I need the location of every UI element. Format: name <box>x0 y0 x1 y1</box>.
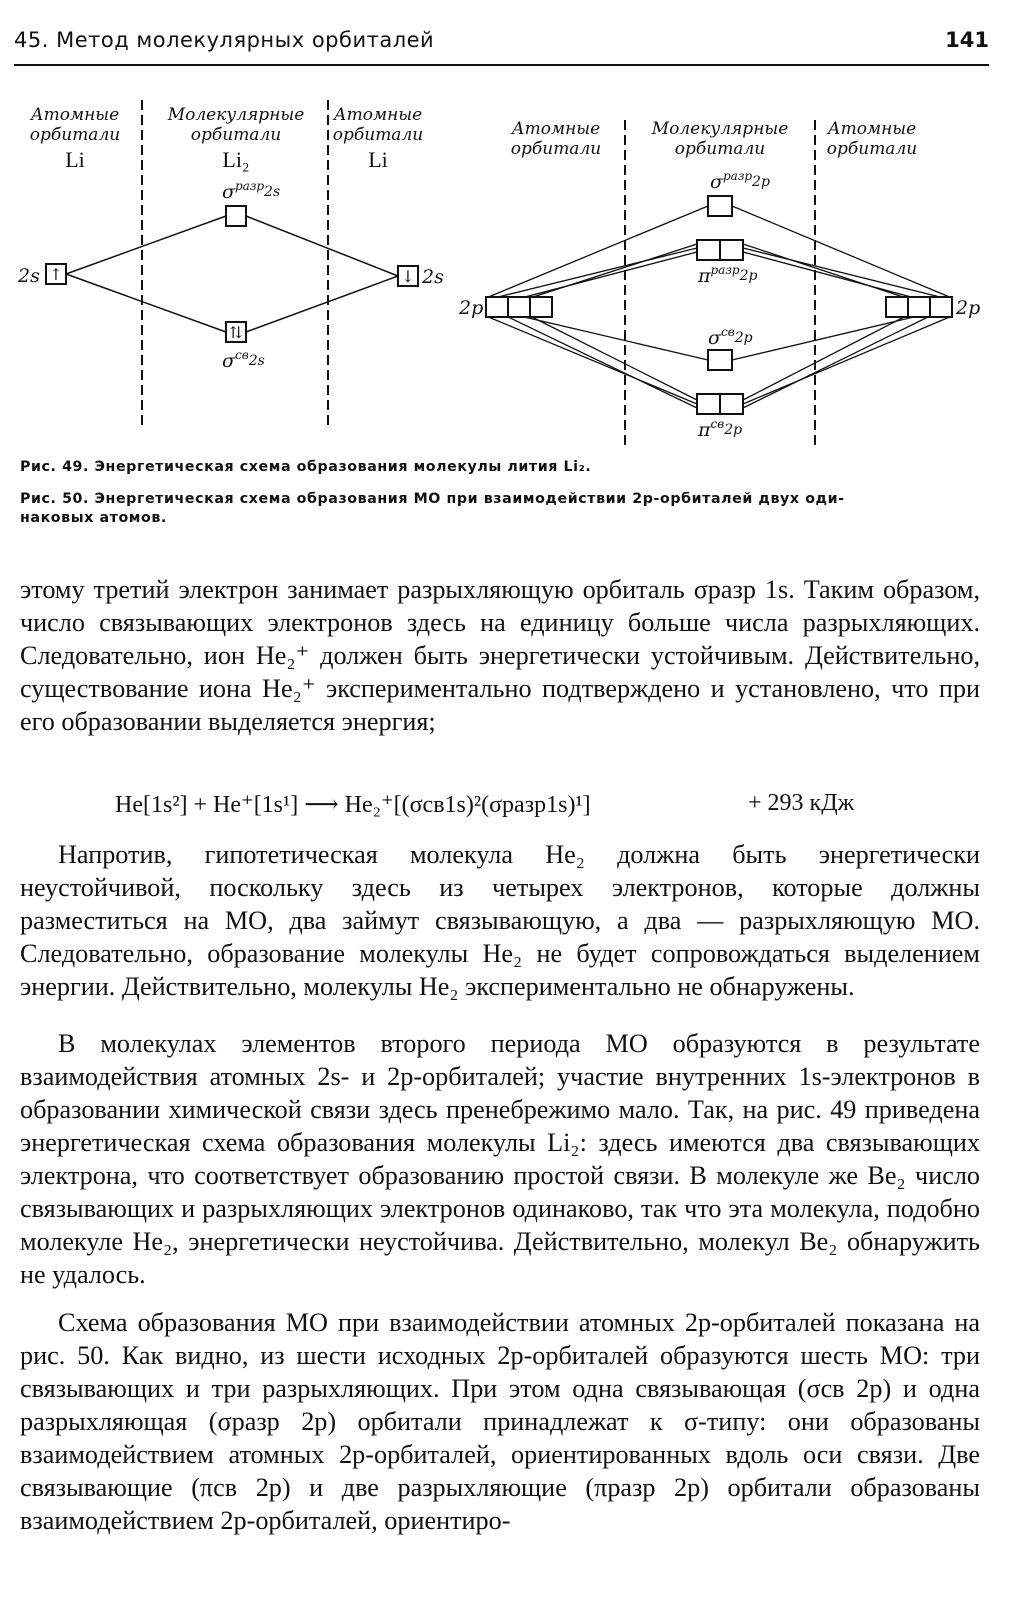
caption-fig50-line1: Рис. 50. Энергетическая схема образования МО при взаимодействии 2p-орбиталей двух оди- <box>20 491 845 507</box>
fig50-pi-bonding-label: $\pi^{св}_{2p}$ <box>698 417 743 441</box>
fig49-right-electron: ↓ <box>401 267 415 286</box>
fig50-sigma-bonding-box <box>708 350 732 370</box>
fig50-col-mid-line1: Молекулярные <box>651 119 789 139</box>
fig50-pi-bonding-box <box>697 394 720 414</box>
fig50-lines <box>486 206 952 408</box>
header-rule <box>14 64 989 66</box>
paragraph-4-text: Схема образования МО при взаимодействии атомных 2p-орбиталей показана на рис. 50. Как видно, из шести исходных 2p-орбиталей образуются шесть МО: три связывающих и три разрыхляющих. При этом одна связывающая (σсв 2p) и одна разрыхляющая (σразр 2p) орбитали принадлежат к σ-типу: они образованы взаимодействием атомных 2p-орбиталей, ориентированных вдоль оси связи. Две связывающие (πсв 2p) и две разрыхляющие (πразр 2p) орбитали образованы взаимодействием 2p-орбиталей, ориентиро- <box>20 1308 980 1535</box>
fig50-col-right-line2: орбитали <box>826 139 918 159</box>
equation: He[1s²] + He⁺[1s¹] ⟶ He₂⁺[(σсв1s)²(σразр1s)¹] <box>115 792 591 818</box>
paragraph-1-text: этому третий электрон занимает разрыхляющую орбиталь σразр 1s. Таким образом, число связывающих электронов здесь на единицу больше числа разрыхляющих. Следовательно, ион He₂⁺ должен быть энергетически устойчивым. Действительно, существование иона He₂⁺ экспериментально подтверждено и установлено, что при его образовании выделяется энергия; <box>20 575 980 736</box>
fig49-col-mid-element: Li₂ <box>222 147 250 172</box>
fig50-left-2p-label: 2p <box>459 297 484 319</box>
paragraph-2 <box>20 838 980 1003</box>
fig50-right-2p-label: 2p <box>956 297 981 319</box>
fig50-sigma-antibonding-label: $\sigma^{разр}_{2p}$ <box>710 169 770 193</box>
fig49-col-right-line2: орбитали <box>332 125 424 145</box>
fig49-antibonding-label: $\sigma^{разр}_{2s}$ <box>222 179 281 203</box>
fig49-line <box>246 276 398 332</box>
fig49-col-left-element: Li <box>65 147 85 172</box>
fig49-line <box>66 216 226 274</box>
fig50-pi-antibonding-box <box>720 240 743 260</box>
fig50-right-2p-box <box>886 297 908 317</box>
fig49-bonding-label: $\sigma^{св}_{2s}$ <box>222 348 265 372</box>
fig50-pi-antibonding-box <box>697 240 720 260</box>
fig49-right-2s-label: 2s <box>422 266 444 288</box>
paragraph-1 <box>20 573 980 738</box>
figure-49 <box>17 100 444 425</box>
fig49-col-left-line2: орбитали <box>29 125 121 145</box>
fig49-col-right-element: Li <box>368 147 388 172</box>
paragraph-4 <box>20 1306 980 1537</box>
fig49-line <box>66 274 226 332</box>
fig50-left-2p-box <box>508 297 530 317</box>
paragraph-3 <box>20 1027 980 1291</box>
fig49-line <box>246 216 398 276</box>
fig49-col-left-line1: Атомные <box>30 105 120 125</box>
caption-fig50-line2: наковых атомов. <box>20 510 167 526</box>
caption-fig49: Рис. 49. Энергетическая схема образования молекулы лития Li₂. <box>20 459 592 475</box>
fig49-left-electron: ↑ <box>49 265 63 284</box>
fig49-antibonding-box <box>226 206 246 226</box>
paragraph-2-text: Напротив, гипотетическая молекула He₂ должна быть энергетически неустойчивой, поскольку здесь из четырех электронов, которые должны разместиться на МО, два займут связывающую, а два — разрыхляющую МО. Следовательно, образование молекулы He₂ не будет сопровождаться выделением энергии. Действительно, молекулы He₂ экспериментально не обнаружены. <box>20 840 980 1001</box>
fig49-col-mid-line2: орбитали <box>190 125 282 145</box>
running-title: 45. Метод молекулярных орбиталей <box>14 28 435 52</box>
fig49-bonding-electrons: ⇅ <box>229 323 243 342</box>
fig50-col-left-line2: орбитали <box>510 139 602 159</box>
equation-energy: + 293 кДж <box>748 790 855 816</box>
fig50-pi-antibonding-label: $\pi^{разр}_{2p}$ <box>698 263 758 287</box>
fig49-col-mid-line1: Молекулярные <box>167 105 305 125</box>
figure-50 <box>458 119 980 445</box>
fig50-sigma-bonding-label: $\sigma^{св}_{2p}$ <box>708 325 753 349</box>
fig50-col-left-line1: Атомные <box>511 119 601 139</box>
fig50-pi-bonding-box <box>720 394 743 414</box>
page-number: 141 <box>945 28 989 52</box>
figures-49-50 <box>0 90 1019 455</box>
page-header <box>14 26 989 66</box>
paragraph-3-text: В молекулах элементов второго периода МО образуются в результате взаимодействия атомных 2s- и 2p-орбиталей; участие внутренних 1s-электронов в образовании химической связи здесь пренебрежимо мало. Так, на рис. 49 приведена энергетическая схема образования молекулы Li₂: здесь имеются два связывающих электрона, что соответствует образованию простой связи. В молекуле же Be₂ число связывающих и разрыхляющих электронов одинаково, так что эта молекула, подобно молекуле He₂, энергетически неустойчива. Действительно, молекул Be₂ обнаружить не удалось. <box>20 1029 980 1289</box>
fig50-left-2p-box <box>530 297 552 317</box>
fig49-left-2s-label: 2s <box>18 265 40 287</box>
fig50-right-2p-box <box>908 297 930 317</box>
fig50-col-right-line1: Атомные <box>827 119 917 139</box>
fig50-sigma-antibonding-box <box>708 196 732 216</box>
fig50-right-2p-box <box>930 297 952 317</box>
fig50-left-2p-box <box>486 297 508 317</box>
fig49-col-right-line1: Атомные <box>333 105 423 125</box>
fig50-col-mid-line2: орбитали <box>674 139 766 159</box>
